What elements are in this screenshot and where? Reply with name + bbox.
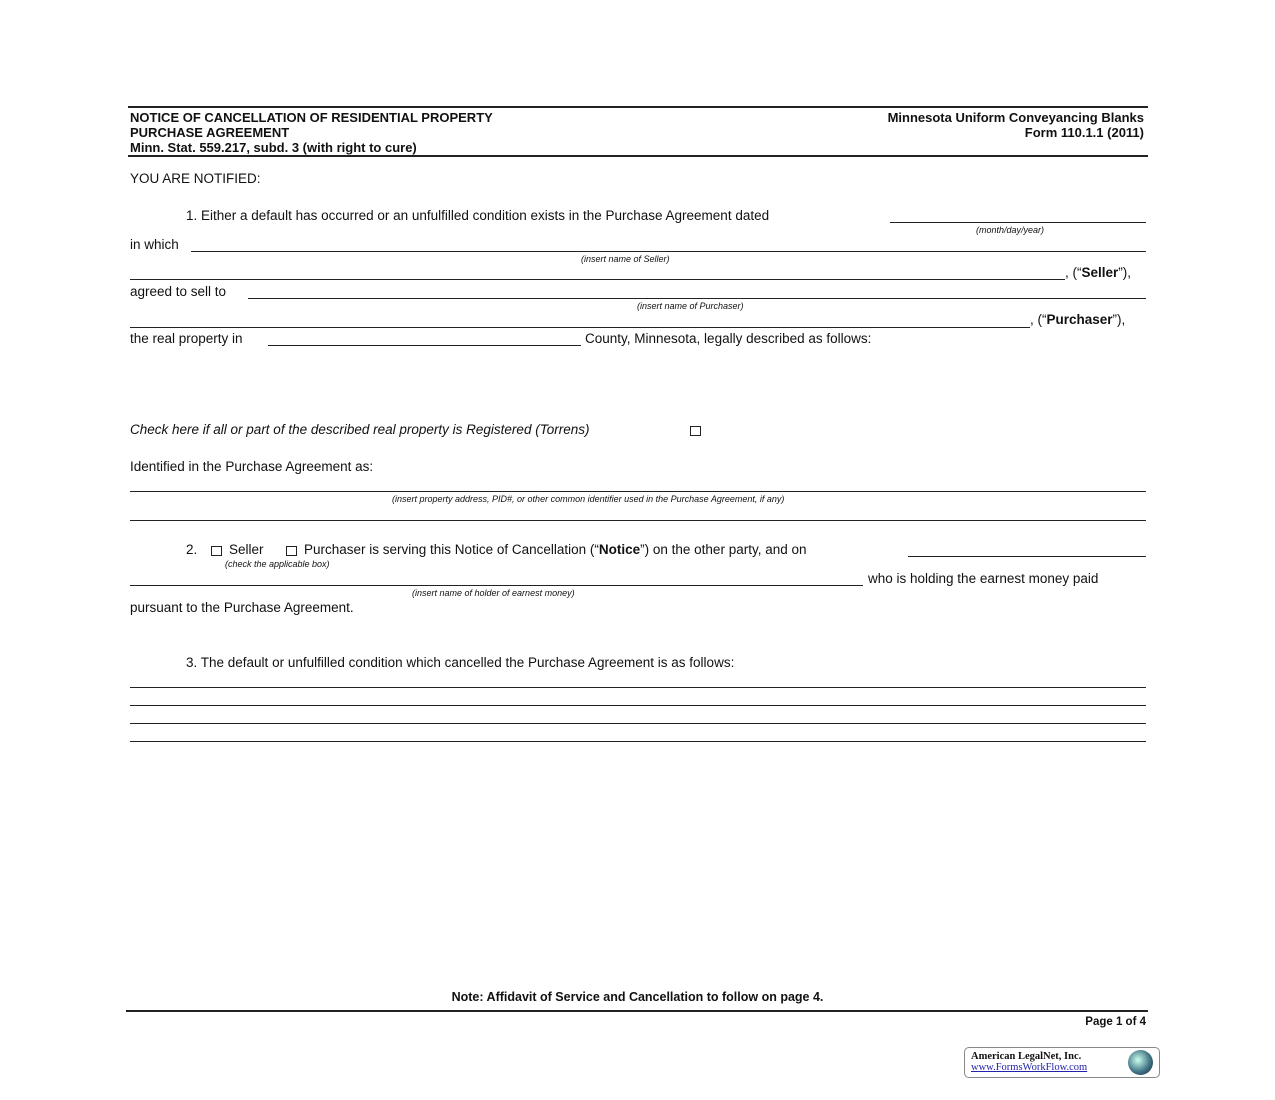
globe-icon (1128, 1050, 1153, 1075)
check-caption: (check the applicable box) (225, 559, 330, 569)
agreed-label: agreed to sell to (130, 284, 227, 299)
purchaser-name-field-2[interactable] (130, 327, 1030, 328)
top-rule (128, 106, 1148, 108)
page-number: Page 1 of 4 (1085, 1016, 1146, 1028)
identifier-field-2[interactable] (130, 520, 1146, 521)
form-statute: Minn. Stat. 559.217, subd. 3 (with right to cure) (130, 140, 417, 155)
condition-line-2[interactable] (130, 705, 1146, 706)
header-bottom-rule (128, 155, 1148, 157)
condition-line-1[interactable] (130, 687, 1146, 688)
seller-checkbox[interactable] (211, 546, 222, 556)
purchaser-checkbox[interactable] (286, 546, 297, 556)
item2-text-a: Purchaser is serving this Notice of Cancellation (“ (304, 542, 599, 557)
logo-url[interactable]: www.FormsWorkFlow.com (971, 1062, 1088, 1073)
form-number: Form 110.1.1 (2011) (1024, 125, 1144, 140)
seller-pre: , (“ (1065, 265, 1082, 280)
purchaser-post: ”), (1112, 312, 1126, 327)
date-field[interactable] (890, 222, 1146, 223)
purchaser-pre: , (“ (1030, 312, 1047, 327)
purchaser-label (1030, 312, 1125, 328)
seller-name-field[interactable] (191, 251, 1146, 252)
holder-name-field[interactable] (130, 585, 863, 586)
property-in-label: the real property in (130, 331, 243, 346)
purchaser-bold: Purchaser (1046, 312, 1113, 327)
county-field[interactable] (268, 345, 581, 346)
seller-name-field-2[interactable] (130, 279, 1065, 280)
purchaser-caption: (insert name of Purchaser) (637, 301, 744, 311)
notice-bold: Notice (598, 542, 641, 557)
torrens-checkbox[interactable] (690, 426, 701, 436)
identifier-caption: (insert property address, PID#, or other common identifier used in the Purchase Agreement, if any) (392, 494, 785, 504)
item2-number: 2. (186, 542, 198, 557)
seller-option-label: Seller (229, 542, 264, 557)
form-title-line1: NOTICE OF CANCELLATION OF RESIDENTIAL PROPERTY (130, 110, 493, 125)
notified-heading: YOU ARE NOTIFIED: (130, 171, 261, 186)
condition-line-4[interactable] (130, 741, 1146, 742)
seller-label (1065, 265, 1131, 281)
seller-caption: (insert name of Seller) (581, 254, 670, 264)
county-text: County, Minnesota, legally described as follows: (585, 331, 872, 346)
form-title-line2: PURCHASE AGREEMENT (130, 125, 290, 140)
torrens-text: Check here if all or part of the described real property is Registered (Torrens) (130, 422, 590, 437)
footer-note: Note: Affidavit of Service and Cancellation to follow on page 4. (451, 990, 824, 1004)
american-legalnet-logo[interactable] (964, 1047, 1160, 1078)
holder-caption: (insert name of holder of earnest money) (412, 588, 575, 598)
item2-text-b: ”) on the other party, and on (640, 542, 807, 557)
pursuant-text: pursuant to the Purchase Agreement. (130, 600, 354, 615)
condition-line-3[interactable] (130, 723, 1146, 724)
service-date-field[interactable] (908, 556, 1146, 557)
form-publisher: Minnesota Uniform Conveyancing Blanks (887, 110, 1144, 125)
holding-text: who is holding the earnest money paid (868, 571, 1099, 586)
purchaser-name-field[interactable] (248, 298, 1146, 299)
item3-text: 3. The default or unfulfilled condition which cancelled the Purchase Agreement is as follows: (186, 655, 735, 670)
logo-name: American LegalNet, Inc. (971, 1051, 1082, 1062)
item1-text: 1. Either a default has occurred or an unfulfilled condition exists in the Purchase Agreement dated (186, 208, 770, 223)
in-which-label: in which (130, 237, 179, 252)
identified-label: Identified in the Purchase Agreement as: (130, 459, 374, 474)
footer-rule (126, 1010, 1148, 1012)
seller-bold: Seller (1081, 265, 1119, 280)
date-caption: (month/day/year) (976, 225, 1045, 235)
seller-post: ”), (1118, 265, 1132, 280)
identifier-field[interactable] (130, 491, 1146, 492)
item2-text (304, 542, 807, 558)
